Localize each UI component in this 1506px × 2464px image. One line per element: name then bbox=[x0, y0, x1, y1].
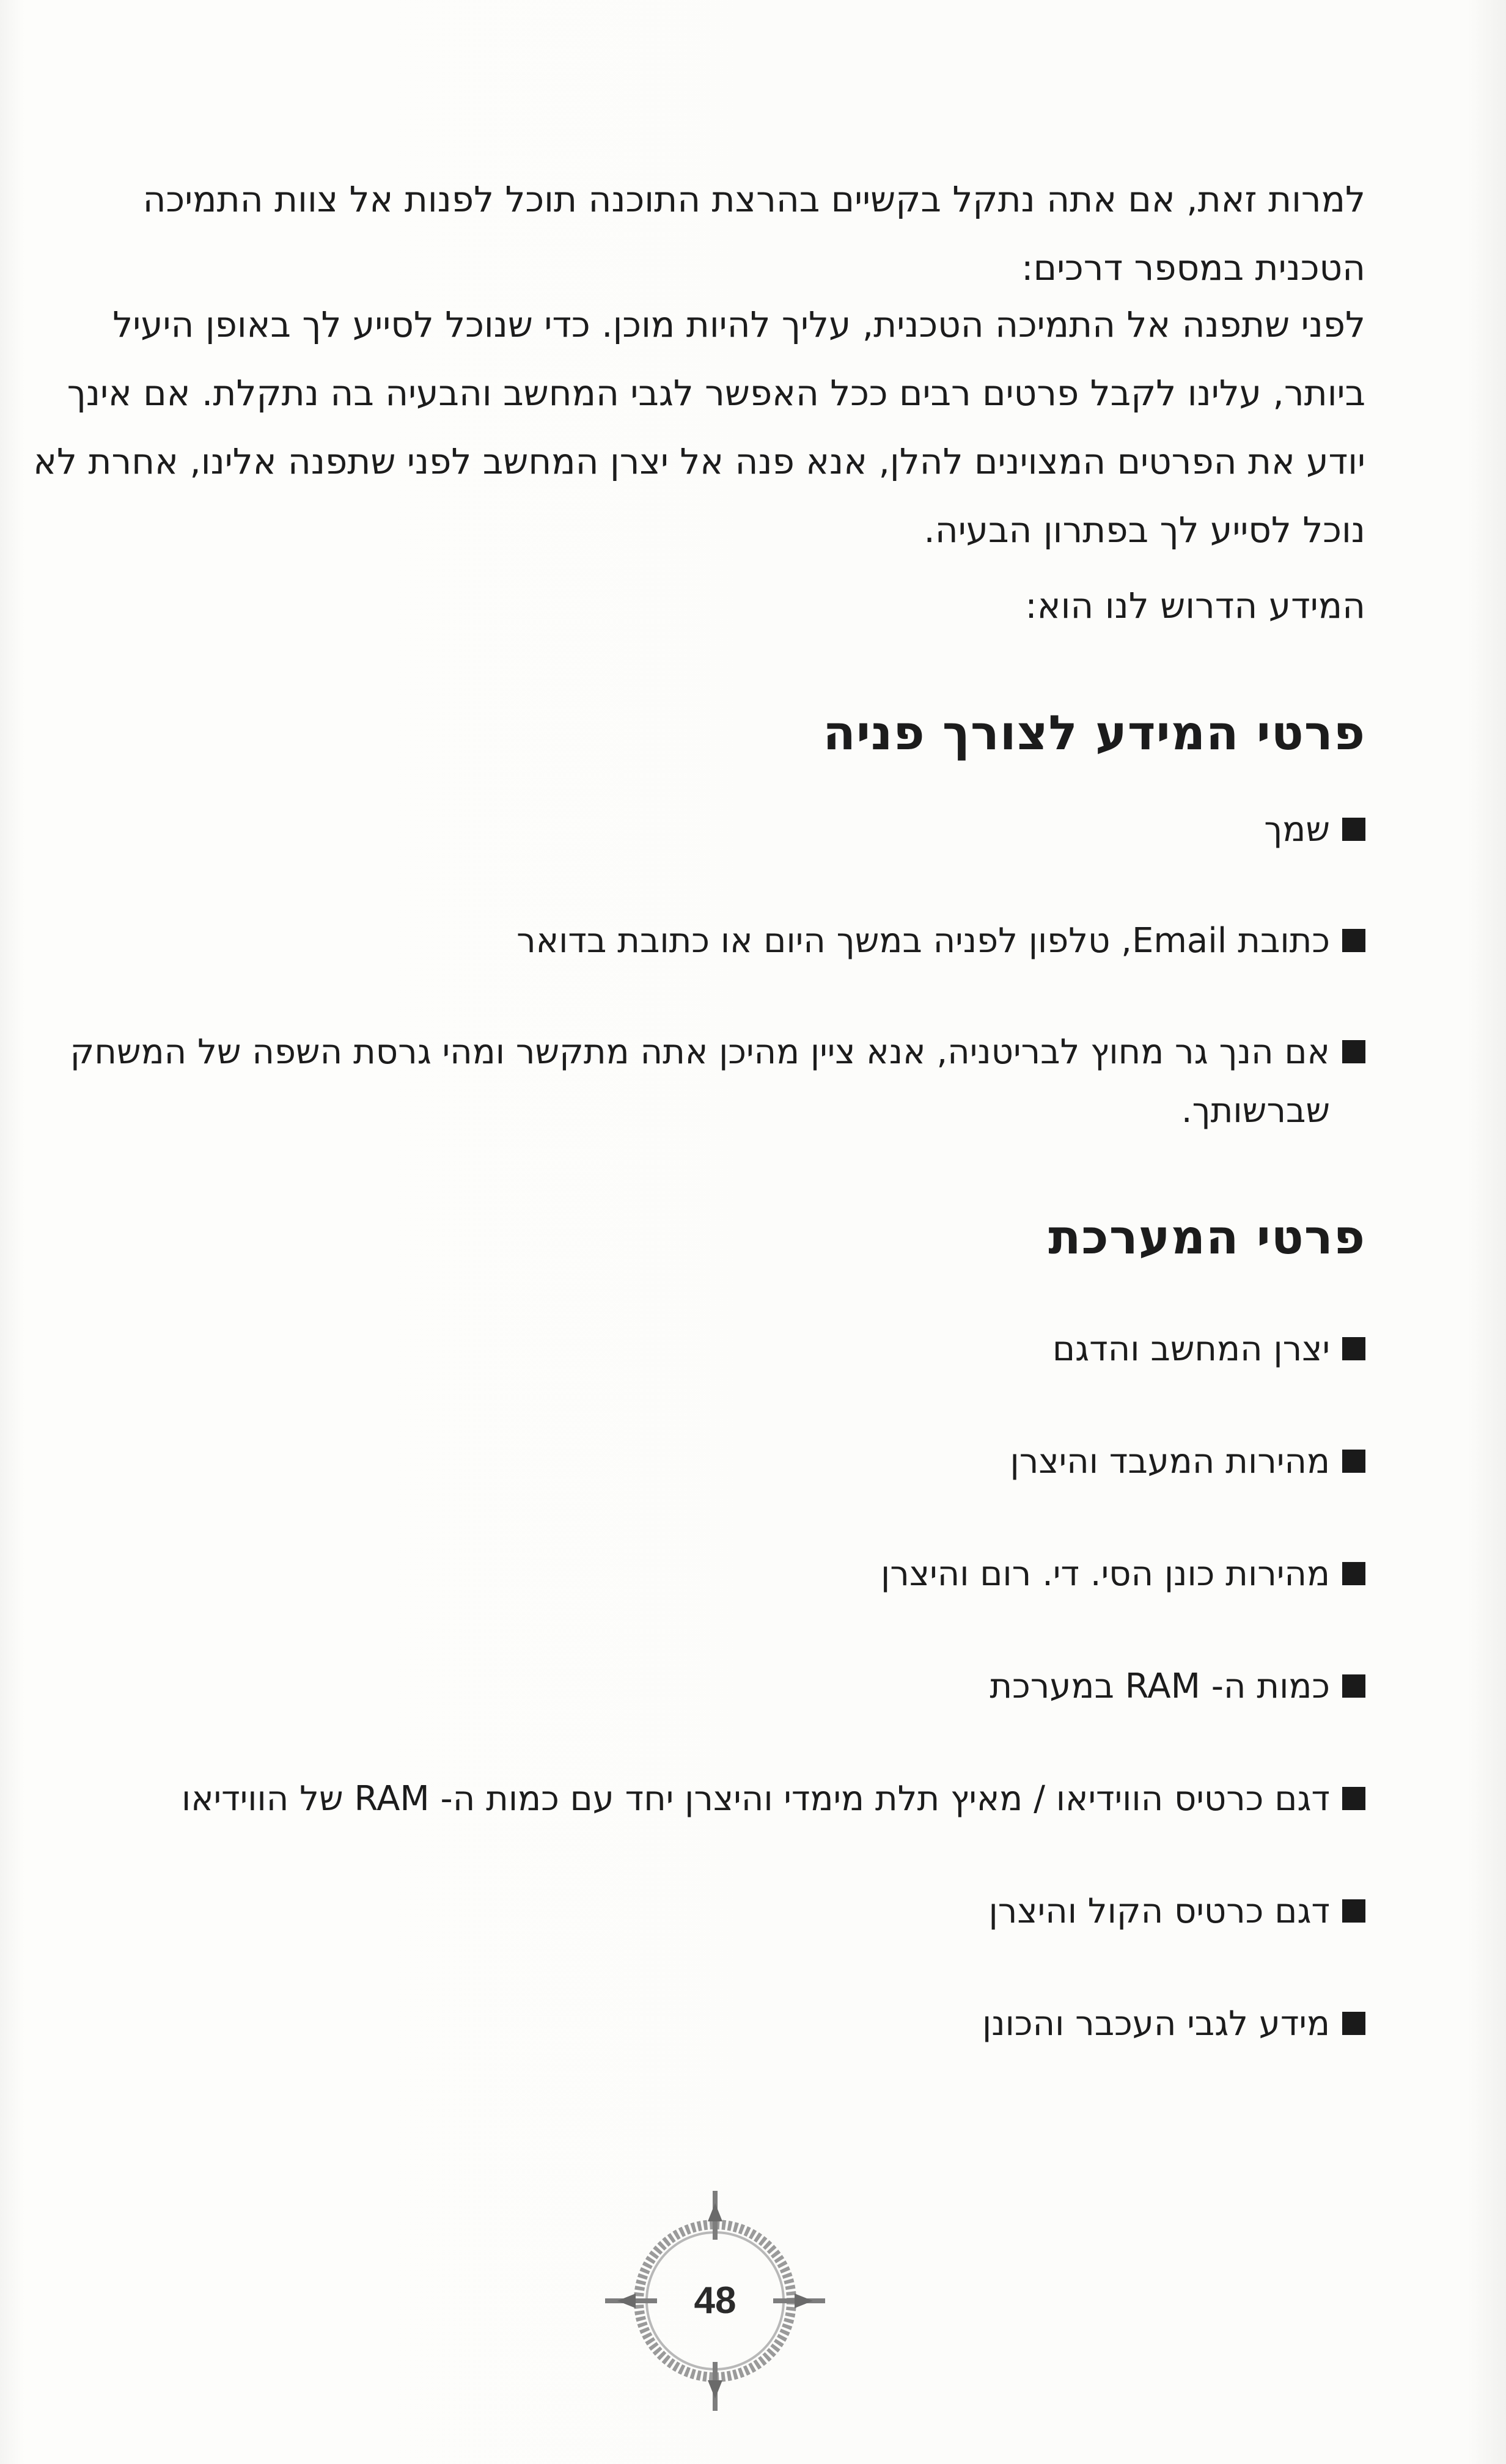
contact-details-list bbox=[33, 801, 1365, 1140]
list-item-text: כתובת Email, טלפון לפניה במשך היום או כתובת בדואר bbox=[516, 921, 1330, 961]
square-bullet-icon bbox=[1342, 1899, 1365, 1923]
square-bullet-icon bbox=[1342, 1450, 1365, 1473]
list-item bbox=[33, 1432, 1365, 1491]
list-item bbox=[33, 1882, 1365, 1941]
list-item-text: מידע לגבי העכבר והכונן bbox=[982, 2004, 1330, 2044]
list-item-text: דגם כרטיס הווידיאו / מאיץ תלת מימדי והיצרן יחד עם כמות ה- RAM של הווידיאו bbox=[181, 1779, 1330, 1819]
list-item bbox=[33, 1657, 1365, 1716]
list-item bbox=[33, 1023, 1365, 1140]
list-item bbox=[33, 1770, 1365, 1828]
contact-section-heading: פרטי המידע לצורך פניה bbox=[823, 706, 1365, 761]
list-item bbox=[33, 1995, 1365, 2053]
list-item-text: כמות ה- RAM במערכת bbox=[990, 1667, 1330, 1706]
square-bullet-icon bbox=[1342, 1040, 1365, 1063]
page-number: 48 bbox=[694, 2279, 736, 2322]
square-bullet-icon bbox=[1342, 1337, 1365, 1360]
list-item bbox=[33, 912, 1365, 970]
list-item-text: מהירות כונן הסי. די. רום והיצרן bbox=[881, 1554, 1330, 1594]
square-bullet-icon bbox=[1342, 1674, 1365, 1698]
square-bullet-icon bbox=[1342, 929, 1365, 952]
page-number-emblem bbox=[599, 2185, 831, 2417]
list-item bbox=[33, 801, 1365, 859]
square-bullet-icon bbox=[1342, 2012, 1365, 2035]
preparation-paragraph: לפני שתפנה אל התמיכה הטכנית, עליך להיות מוכן. כדי שנוכל לסייע לך באופן היעיל ביותר, עלינו לקבל פרטים רבים ככל האפשר לגבי המחשב והבעיה בה נתקלת. אם אינך יודע את הפרטים המצוינים להלן, אנא פנה אל יצרן המחשב לפני שתפנה אלינו, אחרת לא נוכל לסייע לך בפתרון הבעיה. bbox=[33, 304, 1365, 551]
square-bullet-icon bbox=[1342, 818, 1365, 841]
list-item-text: דגם כרטיס הקול והיצרן bbox=[988, 1891, 1330, 1931]
list-item-text: יצרן המחשב והדגם bbox=[1052, 1329, 1330, 1369]
list-item-text: מהירות המעבד והיצרן bbox=[1010, 1442, 1330, 1481]
square-bullet-icon bbox=[1342, 1787, 1365, 1810]
list-item bbox=[33, 1320, 1365, 1379]
square-bullet-icon bbox=[1342, 1562, 1365, 1585]
system-details-list bbox=[33, 1320, 1365, 2053]
list-item bbox=[33, 1545, 1365, 1604]
list-item-text: שמך bbox=[1264, 810, 1330, 849]
intro-paragraph: למרות זאת, אם אתה נתקל בקשיים בהרצת התוכנה תוכל לפנות אל צוות התמיכה הטכנית במספר דרכים: bbox=[142, 178, 1365, 288]
info-required-line: המידע הדרוש לנו הוא: bbox=[1025, 585, 1365, 626]
system-section-heading: פרטי המערכת bbox=[1048, 1210, 1365, 1265]
list-item-text: אם הנך גר מחוץ לבריטניה, אנא ציין מהיכן אתה מתקשר ומהי גרסת השפה של המשחק שברשותך. bbox=[70, 1032, 1330, 1131]
